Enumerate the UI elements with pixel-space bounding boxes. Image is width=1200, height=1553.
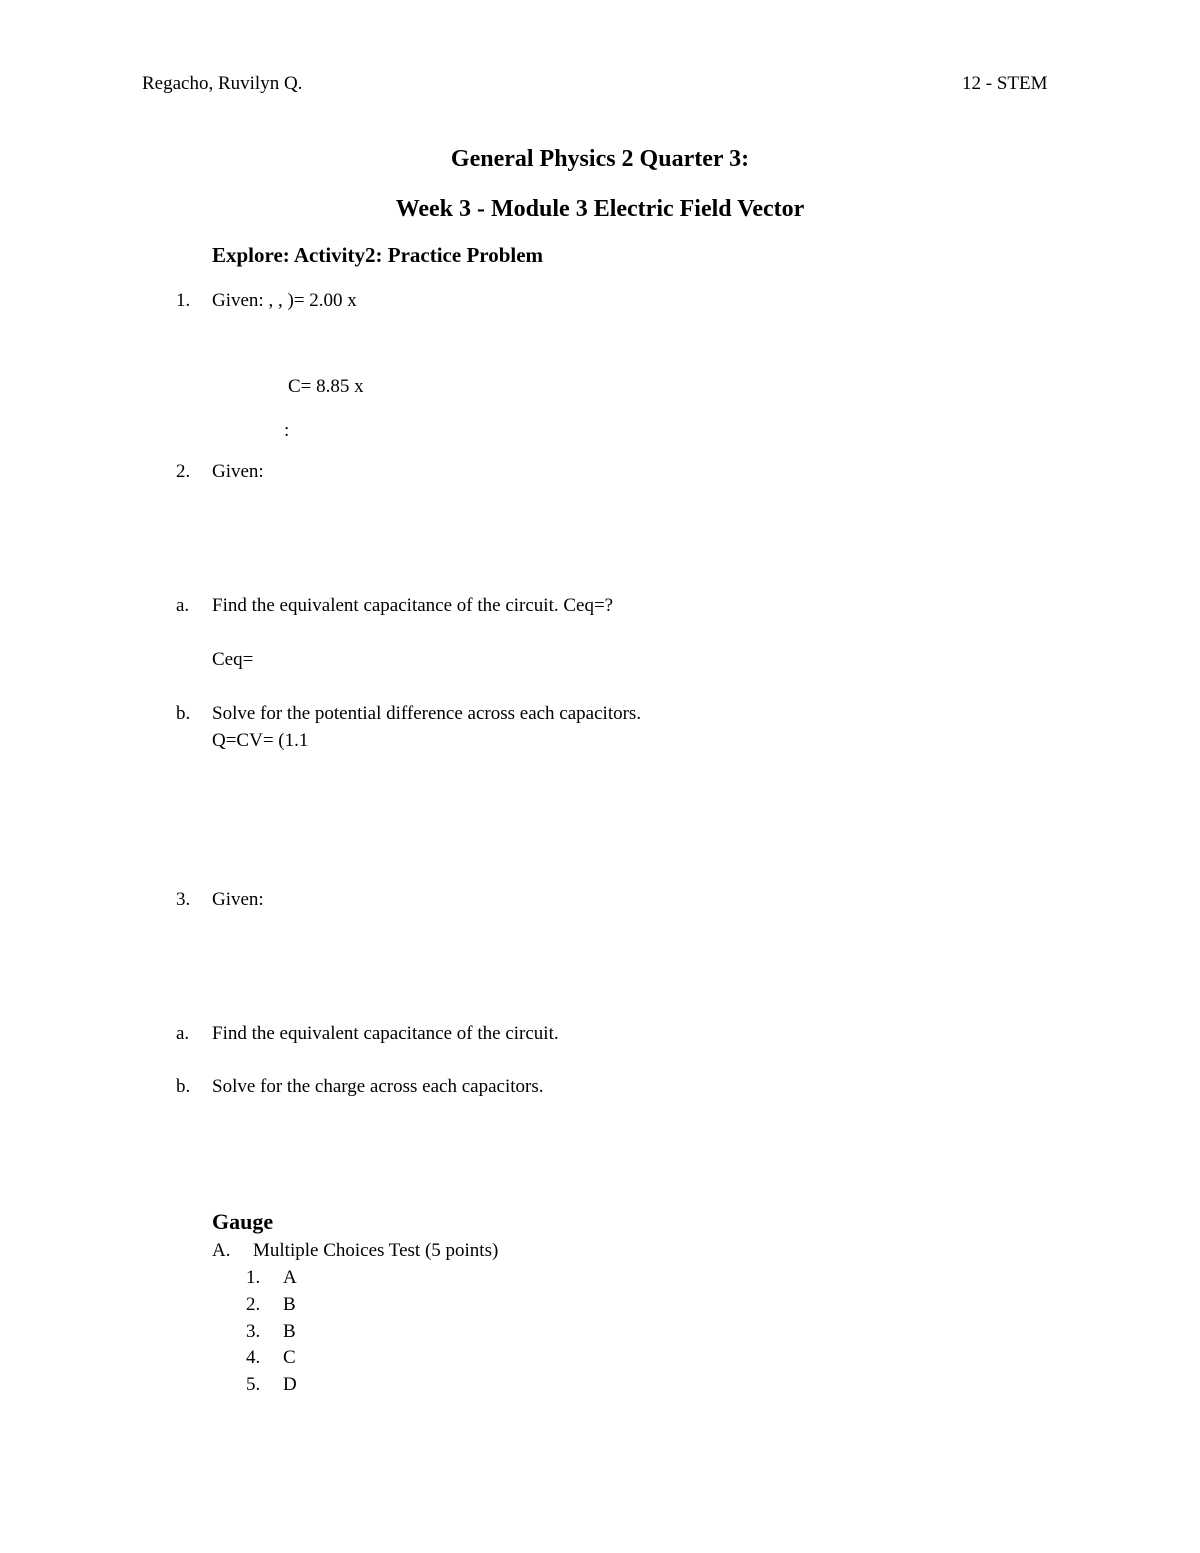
gauge-answer-value: D [283, 1374, 297, 1395]
problem-3a-text: Find the equivalent capacitance of the circuit. [212, 1023, 559, 1044]
problem-1-number: 1. [176, 290, 191, 311]
gauge-answer-value: B [283, 1321, 296, 1342]
problem-2a-letter: a. [176, 595, 190, 616]
problem-3-given: Given: [212, 889, 264, 910]
problem-3b-text: Solve for the charge across each capacitors. [212, 1076, 544, 1097]
problem-2-given: Given: [212, 461, 264, 482]
gauge-answer-value: C [283, 1347, 296, 1368]
problem-2-number: 2. [176, 461, 191, 482]
problem-3-number: 3. [176, 889, 191, 910]
gauge-answer-number: 5. [246, 1374, 261, 1395]
gauge-answer-value: A [283, 1267, 297, 1288]
gauge-answer-value: B [283, 1294, 296, 1315]
gauge-section-letter: A. [212, 1240, 231, 1261]
page-subtitle: Week 3 - Module 3 Electric Field Vector [395, 196, 805, 222]
problem-2a-text: Find the equivalent capacitance of the circuit. Ceq=? [212, 595, 614, 616]
problem-2b-letter: b. [176, 703, 191, 724]
page-title: General Physics 2 Quarter 3: [450, 146, 750, 172]
gauge-section-title: Multiple Choices Test (5 points) [253, 1240, 499, 1261]
gauge-answer-number: 4. [246, 1347, 261, 1368]
problem-2b-answer: Q=CV= (1.1 [212, 730, 309, 751]
problem-3a-letter: a. [176, 1023, 190, 1044]
gauge-heading: Gauge [212, 1209, 274, 1234]
problem-2b-text: Solve for the potential difference across each capacitors. [212, 703, 642, 724]
problem-1-constant: C= 8.85 x [288, 376, 364, 397]
grade-section: 12 - STEM [962, 73, 1048, 94]
gauge-answer-number: 1. [246, 1267, 261, 1288]
problem-2a-answer: Ceq= [212, 649, 254, 670]
problem-1-colon: : [284, 420, 290, 441]
student-name: Regacho, Ruvilyn Q. [142, 73, 303, 94]
gauge-answer-number: 2. [246, 1294, 261, 1315]
problem-1-given: Given: , , )= 2.00 x [212, 290, 357, 311]
explore-heading: Explore: Activity2: Practice Problem [212, 243, 544, 267]
problem-3b-letter: b. [176, 1076, 191, 1097]
gauge-answer-number: 3. [246, 1321, 261, 1342]
